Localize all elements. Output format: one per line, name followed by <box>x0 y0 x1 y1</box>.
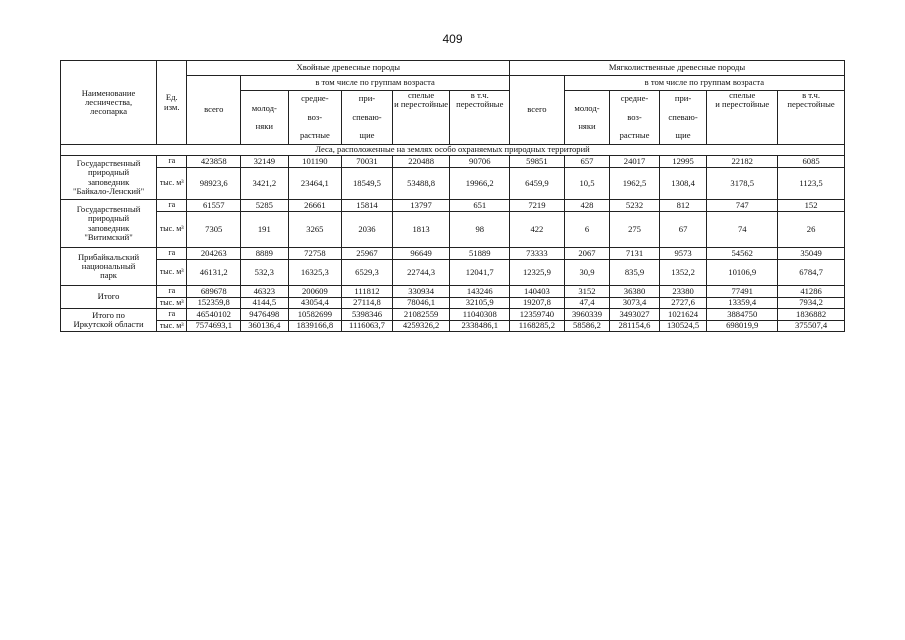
row-name: Итого <box>61 286 157 309</box>
value-cell: 24017 <box>610 156 660 168</box>
value-cell: 1836882 <box>778 309 845 321</box>
unit-cell: га <box>157 248 187 260</box>
section-title: Леса, расположенные на землях особо охраняемых природных территорий <box>61 145 845 156</box>
value-cell: 22744,3 <box>392 260 450 286</box>
unit-cell: га <box>157 309 187 321</box>
value-cell: 3421,2 <box>241 168 289 200</box>
value-cell: 1123,5 <box>778 168 845 200</box>
value-cell: 58586,2 <box>564 321 610 332</box>
value-cell: 2036 <box>342 212 393 248</box>
value-cell: 46131,2 <box>187 260 241 286</box>
header-conifer-middle-aged: средне- воз- растные <box>288 91 342 145</box>
row-name: Прибайкальский национальный парк <box>61 248 157 286</box>
value-cell: 32105,9 <box>450 298 510 309</box>
value-cell: 41286 <box>778 286 845 298</box>
header-softwood-young: молод- няки <box>564 91 610 145</box>
header-name-column: Наименование лесничества, лесопарка <box>61 61 157 145</box>
unit-cell: га <box>157 156 187 168</box>
value-cell: 13359,4 <box>707 298 778 309</box>
value-cell: 10,5 <box>564 168 610 200</box>
value-cell: 51889 <box>450 248 510 260</box>
value-cell: 72758 <box>288 248 342 260</box>
value-cell: 4259326,2 <box>392 321 450 332</box>
unit-cell: га <box>157 200 187 212</box>
value-cell: 9476498 <box>241 309 289 321</box>
header-softwood-group: Мягколиственные древесные породы <box>510 61 845 76</box>
value-cell: 2727,6 <box>659 298 707 309</box>
unit-cell: тыс. м³ <box>157 298 187 309</box>
value-cell: 1962,5 <box>610 168 660 200</box>
header-softwood-middle-aged: средне- воз- растные <box>610 91 660 145</box>
value-cell: 3265 <box>288 212 342 248</box>
value-cell: 2067 <box>564 248 610 260</box>
value-cell: 1839166,8 <box>288 321 342 332</box>
value-cell: 26 <box>778 212 845 248</box>
value-cell: 835,9 <box>610 260 660 286</box>
table-row <box>61 321 845 332</box>
value-cell: 7934,2 <box>778 298 845 309</box>
value-cell: 98 <box>450 212 510 248</box>
header-conifer-total: всего <box>187 76 241 145</box>
value-cell: 10106,9 <box>707 260 778 286</box>
value-cell: 61557 <box>187 200 241 212</box>
value-cell: 12995 <box>659 156 707 168</box>
value-cell: 16325,3 <box>288 260 342 286</box>
header-conifer-young: молод- няки <box>241 91 289 145</box>
value-cell: 7219 <box>510 200 565 212</box>
header-softwood-premature: при- спеваю- щие <box>659 91 707 145</box>
value-cell: 7574693,1 <box>187 321 241 332</box>
value-cell: 8889 <box>241 248 289 260</box>
header-conifer-group: Хвойные древесные породы <box>187 61 510 76</box>
value-cell: 152 <box>778 200 845 212</box>
table-row <box>61 212 845 248</box>
table-row <box>61 309 845 321</box>
value-cell: 27114,8 <box>342 298 393 309</box>
value-cell: 1116063,7 <box>342 321 393 332</box>
value-cell: 101190 <box>288 156 342 168</box>
value-cell: 19207,8 <box>510 298 565 309</box>
header-softwood-age-groups: в том числе по группам возраста <box>564 76 844 91</box>
unit-cell: тыс. м³ <box>157 321 187 332</box>
unit-cell: тыс. м³ <box>157 168 187 200</box>
value-cell: 6459,9 <box>510 168 565 200</box>
value-cell: 12041,7 <box>450 260 510 286</box>
value-cell: 54562 <box>707 248 778 260</box>
value-cell: 1813 <box>392 212 450 248</box>
value-cell: 73333 <box>510 248 565 260</box>
value-cell: 281154,6 <box>610 321 660 332</box>
value-cell: 3073,4 <box>610 298 660 309</box>
row-name: Государственный природный заповедник "Байкало-Ленский" <box>61 156 157 200</box>
value-cell: 200609 <box>288 286 342 298</box>
value-cell: 698019,9 <box>707 321 778 332</box>
value-cell: 59851 <box>510 156 565 168</box>
value-cell: 21082559 <box>392 309 450 321</box>
value-cell: 78046,1 <box>392 298 450 309</box>
unit-cell: тыс. м³ <box>157 260 187 286</box>
value-cell: 53488,8 <box>392 168 450 200</box>
value-cell: 130524,5 <box>659 321 707 332</box>
value-cell: 532,3 <box>241 260 289 286</box>
value-cell: 3884750 <box>707 309 778 321</box>
value-cell: 98923,6 <box>187 168 241 200</box>
value-cell: 1308,4 <box>659 168 707 200</box>
value-cell: 6085 <box>778 156 845 168</box>
unit-cell: тыс. м³ <box>157 212 187 248</box>
value-cell: 36380 <box>610 286 660 298</box>
row-name: Государственный природный заповедник "Витимский" <box>61 200 157 248</box>
value-cell: 5232 <box>610 200 660 212</box>
value-cell: 1021624 <box>659 309 707 321</box>
header-softwood-mature: спелые и перестойные <box>707 91 778 145</box>
value-cell: 7131 <box>610 248 660 260</box>
value-cell: 46540102 <box>187 309 241 321</box>
value-cell: 7305 <box>187 212 241 248</box>
value-cell: 1168285,2 <box>510 321 565 332</box>
value-cell: 423858 <box>187 156 241 168</box>
value-cell: 5398346 <box>342 309 393 321</box>
value-cell: 46323 <box>241 286 289 298</box>
value-cell: 4144,5 <box>241 298 289 309</box>
value-cell: 3152 <box>564 286 610 298</box>
forest-stock-table <box>60 60 845 332</box>
value-cell: 43054,4 <box>288 298 342 309</box>
value-cell: 3493027 <box>610 309 660 321</box>
value-cell: 70031 <box>342 156 393 168</box>
header-conifer-premature: при- спеваю- щие <box>342 91 393 145</box>
value-cell: 143246 <box>450 286 510 298</box>
value-cell: 35049 <box>778 248 845 260</box>
value-cell: 689678 <box>187 286 241 298</box>
table-row <box>61 286 845 298</box>
header-conifer-mature: спелые и перестойные <box>392 91 450 145</box>
header-softwood-overmature: в т.ч. перестойные <box>778 91 845 145</box>
value-cell: 6529,3 <box>342 260 393 286</box>
table-row <box>61 248 845 260</box>
value-cell: 12325,9 <box>510 260 565 286</box>
value-cell: 30,9 <box>564 260 610 286</box>
header-softwood-total: всего <box>510 76 565 145</box>
header-conifer-overmature: в т.ч. перестойные <box>450 91 510 145</box>
page-number: 409 <box>442 32 463 46</box>
value-cell: 422 <box>510 212 565 248</box>
value-cell: 5285 <box>241 200 289 212</box>
header-conifer-age-groups: в том числе по группам возраста <box>241 76 510 91</box>
value-cell: 26661 <box>288 200 342 212</box>
value-cell: 67 <box>659 212 707 248</box>
value-cell: 812 <box>659 200 707 212</box>
value-cell: 191 <box>241 212 289 248</box>
header-unit-column: Ед. изм. <box>157 61 187 145</box>
row-name: Итого по Иркутской области <box>61 309 157 332</box>
value-cell: 111812 <box>342 286 393 298</box>
value-cell: 32149 <box>241 156 289 168</box>
value-cell: 74 <box>707 212 778 248</box>
value-cell: 6 <box>564 212 610 248</box>
value-cell: 1352,2 <box>659 260 707 286</box>
value-cell: 428 <box>564 200 610 212</box>
value-cell: 140403 <box>510 286 565 298</box>
value-cell: 15814 <box>342 200 393 212</box>
value-cell: 3178,5 <box>707 168 778 200</box>
table-row <box>61 298 845 309</box>
table-row <box>61 260 845 286</box>
value-cell: 220488 <box>392 156 450 168</box>
value-cell: 651 <box>450 200 510 212</box>
value-cell: 6784,7 <box>778 260 845 286</box>
value-cell: 10582699 <box>288 309 342 321</box>
value-cell: 77491 <box>707 286 778 298</box>
value-cell: 96649 <box>392 248 450 260</box>
value-cell: 18549,5 <box>342 168 393 200</box>
value-cell: 330934 <box>392 286 450 298</box>
value-cell: 152359,8 <box>187 298 241 309</box>
value-cell: 12359740 <box>510 309 565 321</box>
unit-cell: га <box>157 286 187 298</box>
value-cell: 9573 <box>659 248 707 260</box>
value-cell: 90706 <box>450 156 510 168</box>
value-cell: 23464,1 <box>288 168 342 200</box>
value-cell: 13797 <box>392 200 450 212</box>
table-row <box>61 156 845 168</box>
value-cell: 2338486,1 <box>450 321 510 332</box>
value-cell: 19966,2 <box>450 168 510 200</box>
table-row <box>61 200 845 212</box>
value-cell: 657 <box>564 156 610 168</box>
table-row <box>61 168 845 200</box>
value-cell: 747 <box>707 200 778 212</box>
value-cell: 375507,4 <box>778 321 845 332</box>
value-cell: 3960339 <box>564 309 610 321</box>
value-cell: 360136,4 <box>241 321 289 332</box>
value-cell: 47,4 <box>564 298 610 309</box>
value-cell: 22182 <box>707 156 778 168</box>
value-cell: 25967 <box>342 248 393 260</box>
value-cell: 23380 <box>659 286 707 298</box>
value-cell: 11040308 <box>450 309 510 321</box>
table-body <box>61 156 845 332</box>
value-cell: 275 <box>610 212 660 248</box>
value-cell: 204263 <box>187 248 241 260</box>
